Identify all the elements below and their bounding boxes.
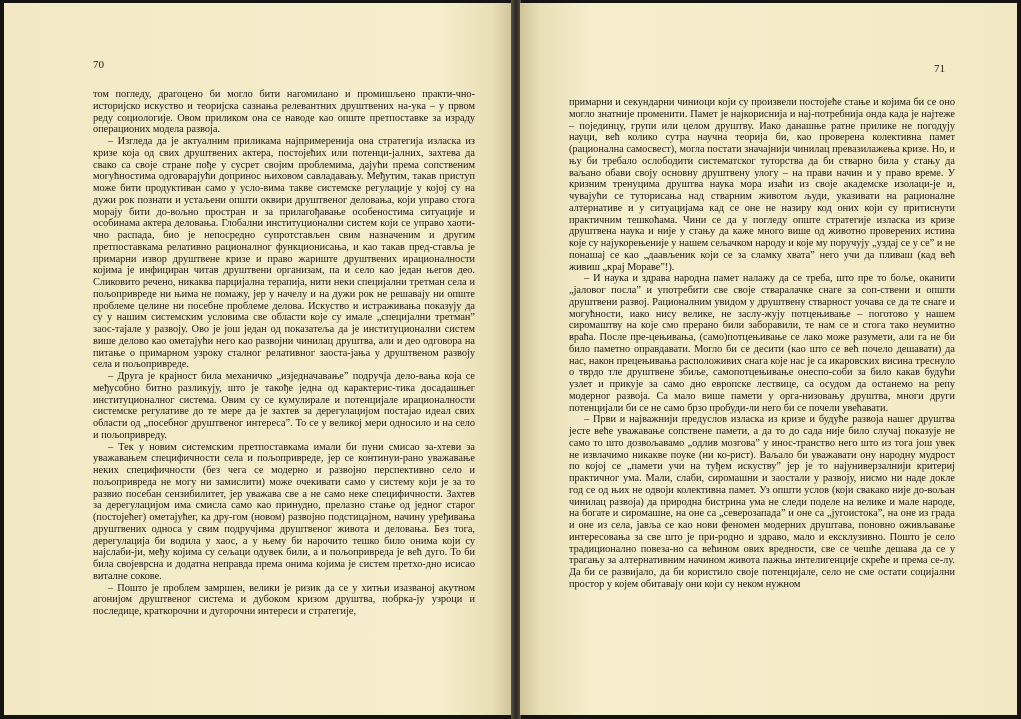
paragraph: примарни и секундарни чиниоци који су произвели постојеће стање и којима би се оно могло знатније променити. Памет је најкориснија и нај-потребнија онда када је најтеже – појединцу, групи или целом друштву. Иако данашње ратне прилике не погодују науци, већ колико сутра научна теорија би, као проверена колективна памет (рационална самосвест), могла постати значајнији чинилац превазилажења кризе. Но, и њу би требало ослободити систематског туторства да би стварно била у стању да ваљано обави своју основну друштвену улогу – на прави начин и у право време. У кризним тренуцима друштва наука мора изаћи из своје академске изолаци-је и, чувајући се туторисања над стварним животом људи, указивати на рационалне алтернативе и у ситуацијама кад се оне не назиру код оних који су притиснути практичним тешкоћама. Чини се да у погледу опште стратегије изласка из кризе друштвена наука и није у стању да каже много више од животно проверених истина које су најукорењеније у нашем сељачком народу и које му поручују „уздај се у се” и не понашај се као „даављеник који се за сламку хвата” него учи да пливаш (кад већ живиш „крај Мораве”!). (569, 97, 955, 273)
page-text (569, 97, 955, 591)
paragraph: – Тек у новим системским претпоставкама имали би пуни смисао за-хтеви за уважавањем специфичности села и пољопривреде, јер се континуи-рано уважавање неких специфичности (без чега се модерно и развојно перспективно село и пољопривреда не могу ни замислити) може очекивати само у систему који је за то развио посебан сензибилитет, јер уважава све а не само неке специфичности. Захтев за дерегулацијом има смисла само као принудно, прелазно стање од једног старог (постојећег) ометајућег, ка дру-гом (новом) развојно подстицајном, начину уређивања друштвених односа у свим подручјима друштвеног живота и деловања. Без тога, дерегулација би водила у хаос, а у њему би нарочито тешко било онима који су најслаби-ји, међу којима су сељаци одувек били, а и пољопривреда је већ дуго. То би била својеврсна и додатна неправда према онима којима је систем претхо-дно исисао виталне сокове. (93, 441, 475, 582)
page-number: 71 (934, 63, 945, 75)
paragraph: – И наука и здрава народна памет налажу да се треба, што пре то боље, оканити „јаловог посла” и употребити све своје стваралачке снаге за соп-ствени и општи друштвени развој. Рационалним увидом у друштвену стварност уочава се да те снаге и могућности, иако нису велике, не заслу-жују потцењивање – поготово у нашем сиромаштву на које смо прерано били заборавили, те нам се и стога тако неумитно враћа. После пре-цењивања, (само)потцењивање се лако може разумети, али га не би било паметно оправдавати. Могло би се десити (као што се већ почело дешавати) да нас, након прецењивања расположивих снага које нас је са икаровских висина тресну́ло о тврдо тле друштвене збиље, самопотцењивање онеспо-соби за било какав будући узлет и прикује за само дно европске лествице, са осудом да останемо на репу модерног развоја. Са мало више памети у орга-низовању друштва, многи други потенцијали би се не само брзо пробуди-ли него би се почели увећавати. (569, 273, 955, 414)
right-page (520, 3, 1017, 715)
page-number: 70 (93, 59, 104, 71)
page-text (93, 89, 475, 618)
paragraph: – Пошто је проблем замршен, велики је ризик да се у хитњи изазваној акутном агонијом друштвеног система и дубоком кризом друштва, побрка-ју узроци и последице, краткорочни и дугорочни интереси и стратегије, (93, 582, 475, 617)
paragraph: – Друга је крајност била механичко „изједначавање” подручја дело-вања која се међусобно битно разликују, што је такође једна од карактерис-тика досадашњег институционалног система. Овим су се кумулирале и потенцијале ирационалности системске регулативе до те мере да је захтев за дерегулацијом постајао идеал свих области од „посебног друштвеног интереса”. То се у великој мери односило и на село и пољопривреду. (93, 371, 475, 441)
paragraph: – Први и најважнији предуслов изласка из кризе и будуће развоја нашег друштва јесте веће уважавање сопствене памети, а да то до сада није било случај показује не само то што дозвољавамо „одлив мозгова” у инос-транство него што из тога још увек не извлачимо никакве поуке (ни ко-рист). Ваљало би уважавати ону народну мудрост по којој се „памети учи на туђем искуству” јер је то најуниверзалнији критериј практичног ума. Мали, слаби, сиромашни и заостали у развоју, нисмо ни наде докле год се од њих не одвоји колективна памет. Уз општи услов (који свакако није до-вољан чинилац развоја) да природна бистрина ума не следи поделе на велике и мале народе, на богате и сиромашне, на оне са „северозапада” и оне са „југоистока”, на оне из града и оне из села, јавља се као нови феномен модерних друштава, поновно оживљавање интересовања за све што је при-родно и здраво, мало и ексклузивно. Пошто је село традиционално повеза-но са већином ових вредности, све се чешће дешава да се у трагању за алтернативним начином живота пажња интелигенције скреће и према се-лу. Да би се развијало, да би користило своје потенцијале, село не сме остати социјални простор у којем обитавају они који су неком нужном (569, 414, 955, 590)
paragraph: – Изгледа да је актуалним приликама најпримеренија она стратегија изласка из кризе која од свих друштвених актера, постојећих или потенци-јалних, захтева да свако са своје стране пође у сусрет своjим проблемима, дајући према сопственим могућностима одговарајући допринос њиховом савладавању. Међутим, такав приступ може бити продуктиван само у усло-вима такве системске регулације у којој су на дужи рок познати и устаљени општи оквири друштвеног деловања, који управо стога морају бити до-вољно простран и за прилагођавање особеностима ситуације и особинама актера деловања. Глобални институционални систем који се управо хаоти-чно распада, био је непосредно супротстављен свим назначеним и другим претпоставкама релативно рационалног функционисања, и као такав пред-ставља је примарни извор друштвене кризе и право жариште друштвених ирационалности којима је инфициран читав друштвени организам, па и село као један његов део. Сликовито речено, никаква парцијална терапија, нити неки специјални третман села и пољопривреде ни њима не помажу, јер у начелу и на дужи рок не решавају ни опште проблеме целине ни посебне проблеме делова. Искуство и истраживања показују да су у нашим системским условима све области које су имале „специјални третман” заос-тајале у развоју. Ово је још један од показатеља да је институционални систем више делово као ометајући него као развојни чинилац друштва, али и део одговора на питање о примарном узроку сталног релативног заоста-јања у друштвеном развоју села и пољопривреде. (93, 136, 475, 371)
paragraph: том погледу, драгоцено би могло бити нагомилано и промишљено практи-чно-историјско искуство и теоријска сазнања релевантних друштвених на-ука – у првом реду социологије. Овом приликом она се наводе као опште претпоставке за израду операционих модела развоја. (93, 89, 475, 136)
left-page (4, 3, 512, 715)
